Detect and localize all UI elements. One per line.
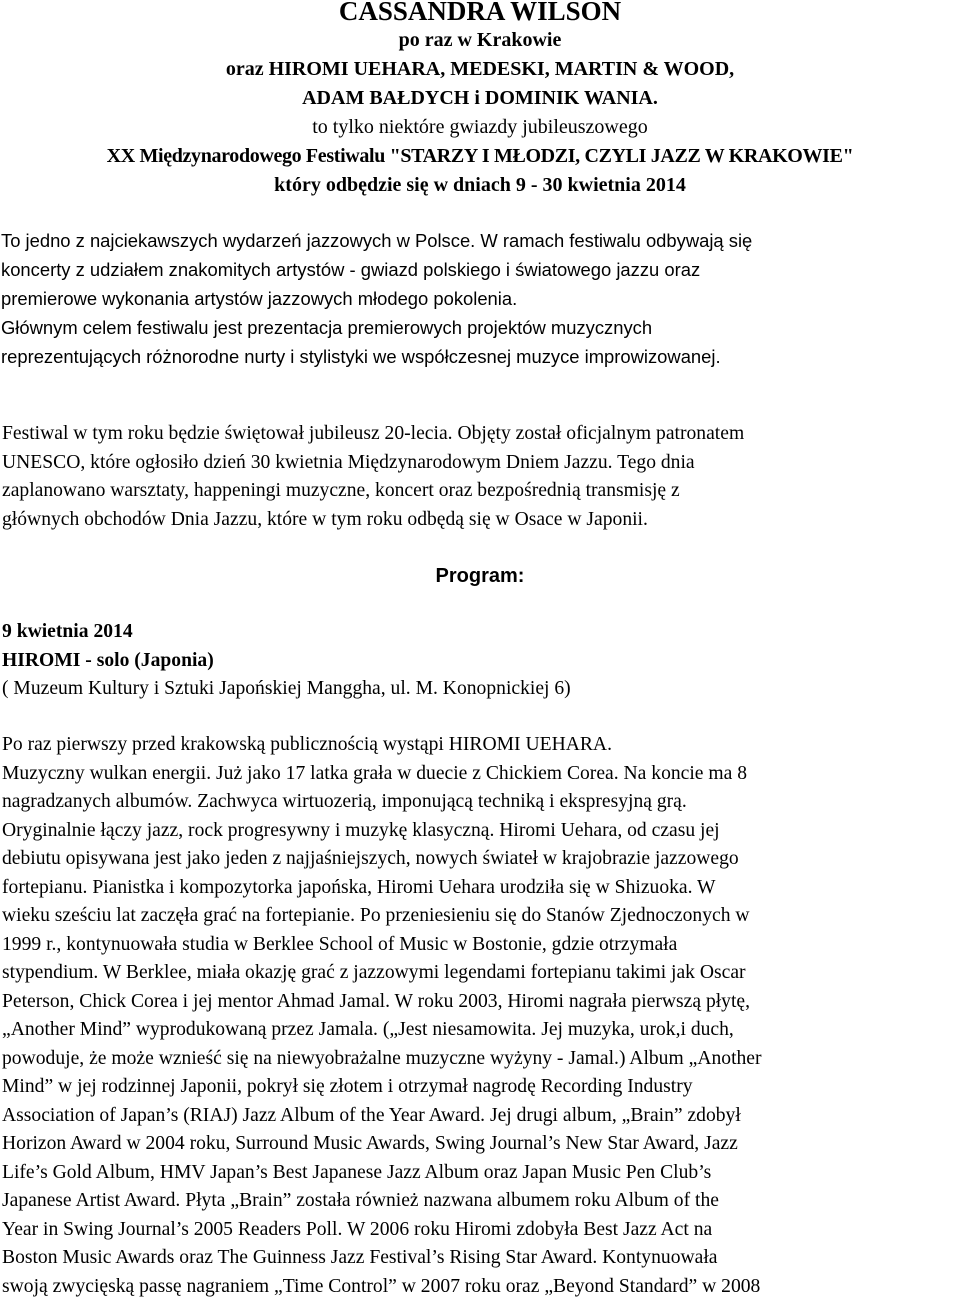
bio-line: Mind” w jej rodzinnej Japonii, pokrył się złotem i otrzymał nagrodę Recording Industry: [0, 1073, 762, 1102]
jubilee-line: Festiwal w tym roku będzie świętował jubileusz 20-lecia. Objęty został oficjalnym patronatem: [0, 420, 744, 449]
program-event: [0, 618, 571, 704]
intro-line: koncerty z udziałem znakomitych artystów - gwiazd polskiego i światowego jazzu oraz: [0, 255, 752, 284]
bio-line: Life’s Gold Album, HMV Japan’s Best Japanese Jazz Album oraz Japan Music Pen Club’s: [0, 1159, 762, 1188]
program-section: [0, 562, 960, 590]
bio-line: Japanese Artist Award. Płyta „Brain” została również nazwana albumem roku Album of the: [0, 1187, 762, 1216]
header-line-6: XX Międzynarodowego Festiwalu "STARZY I MŁODZI, CZYLI JAZZ W KRAKOWIE": [0, 142, 960, 171]
header-line-5: to tylko niektóre gwiazdy jubileuszowego: [0, 113, 960, 142]
header-block: [0, 0, 960, 200]
artist-title: CASSANDRA WILSON: [0, 0, 960, 25]
bio-line: nagradzanych albumów. Zachwyca wirtuozerią, imponującą techniką i ekspresyjną grą.: [0, 788, 762, 817]
bio-line: fortepianu. Pianistka i kompozytorka japońska, Hiromi Uehara urodziła się w Shizuoka. W: [0, 874, 762, 903]
bio-line: Horizon Award w 2004 roku, Surround Music Awards, Swing Journal’s New Star Award, Jazz: [0, 1130, 762, 1159]
bio-line: Year in Swing Journal’s 2005 Readers Poll. W 2006 roku Hiromi zdobyła Best Jazz Act na: [0, 1216, 762, 1245]
event-title: HIROMI - solo (Japonia): [0, 647, 571, 676]
bio-line: 1999 r., kontynuowała studia w Berklee School of Music w Bostonie, gdzie otrzymała: [0, 931, 762, 960]
header-line-7: który odbędzie się w dniach 9 - 30 kwietnia 2014: [0, 171, 960, 200]
jubilee-line: UNESCO, które ogłosiło dzień 30 kwietnia Międzynarodowym Dniem Jazzu. Tego dnia: [0, 449, 744, 478]
bio-line: debiutu opisywana jest jako jeden z najjaśniejszych, nowych świateł w krajobrazie jazzowego: [0, 845, 762, 874]
header-line-3: oraz HIROMI UEHARA, MEDESKI, MARTIN & WOOD,: [0, 55, 960, 84]
bio-line: Po raz pierwszy przed krakowską publicznością wystąpi HIROMI UEHARA.: [0, 731, 762, 760]
header-line-2: po raz w Krakowie: [0, 25, 960, 55]
jubilee-paragraph: [0, 420, 744, 534]
bio-line: Association of Japan’s (RIAJ) Jazz Album of the Year Award. Jej drugi album, „Brain” zdobył: [0, 1102, 762, 1131]
bio-line: wieku sześciu lat zaczęła grać na fortepianie. Po przeniesieniu się do Stanów Zjednoczonych w: [0, 902, 762, 931]
event-date: 9 kwietnia 2014: [0, 618, 571, 647]
bio-line: stypendium. W Berklee, miała okazję grać z jazzowymi legendami fortepianu takimi jak Oscar: [0, 959, 762, 988]
intro-line: To jedno z najciekawszych wydarzeń jazzowych w Polsce. W ramach festiwalu odbywają się: [0, 226, 752, 255]
bio-line: Peterson, Chick Corea i jej mentor Ahmad Jamal. W roku 2003, Hiromi nagrała pierwszą płytę,: [0, 988, 762, 1017]
intro-line: Głównym celem festiwalu jest prezentacja premierowych projektów muzycznych: [0, 313, 752, 342]
bio-line: Muzyczny wulkan energii. Już jako 17 latka grała w duecie z Chickiem Corea. Na koncie ma 8: [0, 760, 762, 789]
jubilee-line: głównych obchodów Dnia Jazzu, które w tym roku odbędą się w Osace w Japonii.: [0, 506, 744, 535]
program-title: Program:: [0, 562, 960, 590]
bio-paragraph: [0, 731, 762, 1301]
bio-line: „Another Mind” wyprodukowaną przez Jamala. („Jest niesamowita. Jej muzyka, urok,i duch,: [0, 1016, 762, 1045]
bio-line: swoją zwycięską passę nagraniem „Time Control” w 2007 roku oraz „Beyond Standard” w 2008: [0, 1273, 762, 1301]
intro-paragraph: [0, 226, 752, 371]
intro-line: premierowe wykonania artystów jazzowych młodego pokolenia.: [0, 284, 752, 313]
bio-line: powoduje, że może wznieść się na niewyobrażalne muzyczne wyżyny - Jamal.) Album „Another: [0, 1045, 762, 1074]
header-line-4: ADAM BAŁDYCH i DOMINIK WANIA.: [0, 84, 960, 113]
jubilee-line: zaplanowano warsztaty, happeningi muzyczne, koncert oraz bezpośrednią transmisję z: [0, 477, 744, 506]
event-venue: ( Muzeum Kultury i Sztuki Japońskiej Manggha, ul. M. Konopnickiej 6): [0, 675, 571, 704]
intro-line: reprezentujących różnorodne nurty i stylistyki we współczesnej muzyce improwizowanej.: [0, 342, 752, 371]
bio-line: Oryginalnie łączy jazz, rock progresywny i muzykę klasyczną. Hiromi Uehara, od czasu jej: [0, 817, 762, 846]
bio-line: Boston Music Awards oraz The Guinness Jazz Festival’s Rising Star Award. Kontynuowała: [0, 1244, 762, 1273]
